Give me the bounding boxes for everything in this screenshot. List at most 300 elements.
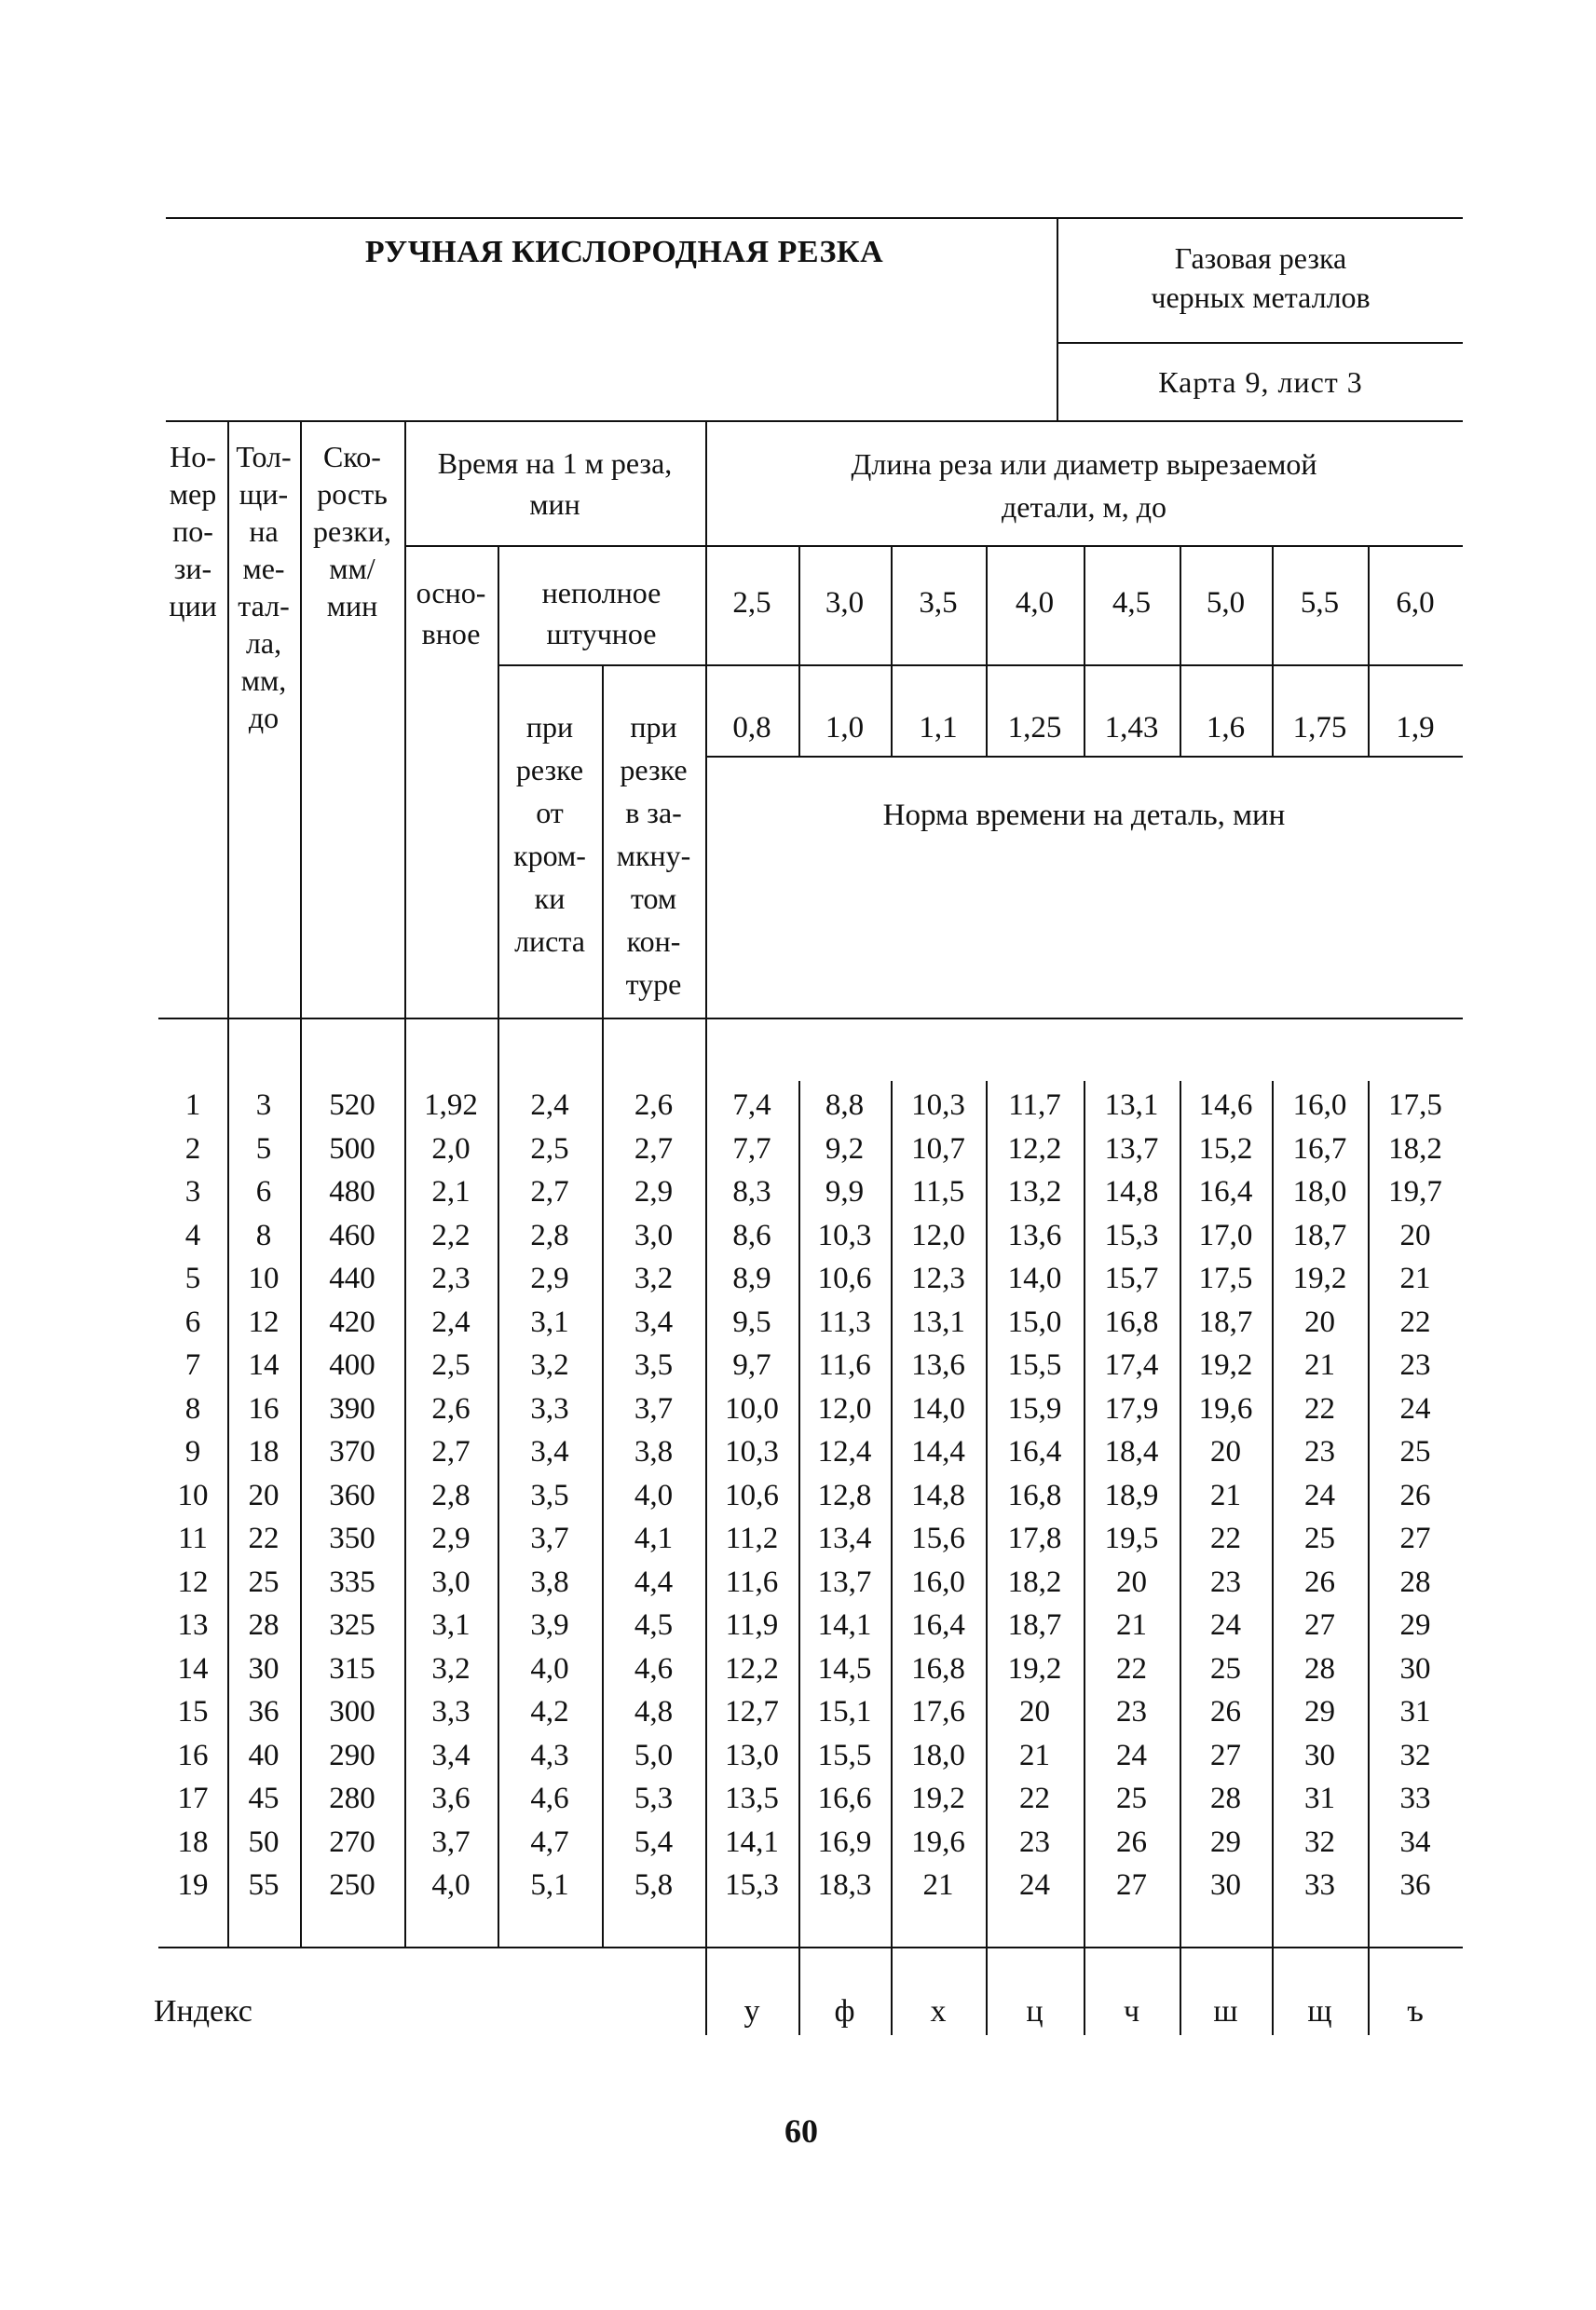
table-cell: 10,6 <box>817 1262 872 1295</box>
table-cell: 11,6 <box>818 1348 871 1382</box>
table-cell: 13,7 <box>1104 1131 1159 1166</box>
table-cell: 27 <box>1399 1522 1431 1555</box>
table-cell: 10,3 <box>725 1435 779 1469</box>
table-cell: 11 <box>178 1522 208 1555</box>
table-cell: 16,7 <box>1292 1131 1347 1166</box>
table-cell: 2,4 <box>431 1305 471 1339</box>
table-row <box>0 1387 1596 1430</box>
table-cell: 22 <box>248 1522 280 1555</box>
table-cell: 19,6 <box>1198 1391 1253 1426</box>
table-cell: 19,2 <box>1007 1651 1062 1686</box>
table-cell: 9 <box>184 1435 201 1469</box>
table-cell: 29 <box>1304 1695 1335 1729</box>
table-cell: 22 <box>1304 1391 1335 1426</box>
table-cell: 9,2 <box>825 1131 865 1166</box>
table-cell: 9,5 <box>732 1305 771 1339</box>
table-cell: 15,3 <box>725 1868 779 1902</box>
table-cell: 12,8 <box>817 1478 872 1512</box>
table-row <box>0 1430 1596 1473</box>
table-cell: 18,7 <box>1292 1218 1347 1252</box>
table-cell: 2,4 <box>530 1088 569 1122</box>
length-value: 4,0 <box>1015 586 1055 620</box>
table-cell: 30 <box>1399 1651 1431 1686</box>
table-cell: 13,7 <box>817 1565 872 1599</box>
table-cell: 24 <box>1019 1868 1050 1902</box>
table-cell: 27 <box>1304 1608 1335 1642</box>
table-cell: 2,0 <box>431 1131 471 1166</box>
table-cell: 21 <box>1399 1262 1431 1295</box>
table-cell: 17,0 <box>1198 1218 1253 1252</box>
table-cell: 4,0 <box>634 1478 674 1512</box>
table-cell: 3,2 <box>431 1651 471 1686</box>
table-row <box>0 1821 1596 1864</box>
table-cell: 2,9 <box>530 1262 569 1295</box>
table-cell: 8,9 <box>732 1262 771 1295</box>
table-cell: 11,5 <box>911 1175 965 1209</box>
header-closed: при резке в за- мкну- том кон- туре <box>616 710 691 1001</box>
table-cell: 23 <box>1399 1348 1431 1382</box>
table-cell: 31 <box>1304 1782 1335 1815</box>
table-cell: 28 <box>1210 1782 1241 1815</box>
table-cell: 18,9 <box>1104 1478 1159 1512</box>
coef-value: 1,0 <box>825 711 865 745</box>
table-cell: 12,2 <box>1007 1131 1062 1166</box>
table-cell: 31 <box>1399 1695 1431 1729</box>
table-cell: 33 <box>1304 1868 1335 1902</box>
table-cell: 28 <box>248 1608 280 1642</box>
table-cell: 16,8 <box>1104 1305 1159 1339</box>
table-cell: 11,9 <box>725 1608 779 1642</box>
table-cell: 16,0 <box>1292 1088 1347 1122</box>
table-cell: 20 <box>248 1478 280 1512</box>
table-cell: 4,0 <box>431 1868 471 1902</box>
grid-row-line <box>705 756 1463 758</box>
table-cell: 19,6 <box>911 1825 965 1859</box>
table-cell: 11,2 <box>725 1522 779 1555</box>
table-row <box>0 1257 1596 1300</box>
table-cell: 13,2 <box>1007 1175 1062 1209</box>
header-thickness: Тол- щи- на ме- тал- ла, мм, до <box>236 440 292 734</box>
table-cell: 25 <box>1304 1522 1335 1555</box>
table-cell: 4,6 <box>634 1651 674 1686</box>
table-cell: 10,3 <box>911 1088 965 1122</box>
table-cell: 28 <box>1399 1565 1431 1599</box>
grid-row-line <box>498 664 1463 666</box>
table-cell: 2,7 <box>634 1131 674 1166</box>
length-value: 5,0 <box>1206 586 1246 620</box>
table-cell: 3,8 <box>530 1565 569 1599</box>
table-cell: 480 <box>329 1175 375 1209</box>
table-cell: 26 <box>1399 1478 1431 1512</box>
table-cell: 8,3 <box>732 1175 771 1209</box>
table-cell: 12 <box>248 1305 280 1339</box>
table-cell: 19,2 <box>1292 1262 1347 1295</box>
table-cell: 45 <box>248 1782 280 1815</box>
table-cell: 1,92 <box>424 1088 478 1122</box>
table-cell: 18 <box>248 1435 280 1469</box>
table-cell: 3,5 <box>530 1478 569 1512</box>
table-cell: 7 <box>184 1348 201 1382</box>
table-cell: 17,4 <box>1104 1348 1159 1382</box>
table-cell: 9,7 <box>732 1348 771 1382</box>
table-cell: 5 <box>255 1131 272 1166</box>
table-cell: 34 <box>1399 1825 1431 1859</box>
table-cell: 16,6 <box>817 1782 872 1815</box>
table-cell: 15,2 <box>1198 1131 1253 1166</box>
table-cell: 14,6 <box>1198 1088 1253 1122</box>
table-cell: 7,7 <box>732 1131 771 1166</box>
table-cell: 2 <box>184 1131 201 1166</box>
table-cell: 24 <box>1304 1478 1335 1512</box>
table-cell: 3,8 <box>634 1435 674 1469</box>
table-cell: 6 <box>184 1305 201 1339</box>
table-cell: 250 <box>329 1868 375 1902</box>
table-cell: 16,4 <box>1007 1435 1062 1469</box>
table-cell: 2,7 <box>530 1175 569 1209</box>
table-cell: 24 <box>1399 1391 1431 1426</box>
table-cell: 18,7 <box>1198 1305 1253 1339</box>
table-cell: 4,8 <box>634 1695 674 1729</box>
table-cell: 26 <box>1304 1565 1335 1599</box>
table-cell: 15 <box>177 1695 209 1729</box>
table-cell: 315 <box>329 1651 375 1686</box>
table-cell: 3,0 <box>634 1218 674 1252</box>
table-cell: 325 <box>329 1608 375 1642</box>
table-cell: 16,4 <box>1198 1175 1253 1209</box>
table-cell: 500 <box>329 1131 375 1166</box>
table-cell: 12,2 <box>725 1651 779 1686</box>
index-letter: у <box>743 1994 760 2029</box>
header-basic: осно- вное <box>416 576 486 650</box>
length-value: 6,0 <box>1396 586 1435 620</box>
table-cell: 3,4 <box>634 1305 674 1339</box>
table-row <box>0 1647 1596 1690</box>
table-cell: 14,0 <box>911 1391 965 1426</box>
table-cell: 15,1 <box>817 1695 872 1729</box>
length-value: 2,5 <box>732 586 771 620</box>
table-cell: 3,2 <box>634 1262 674 1295</box>
table-cell: 3,0 <box>431 1565 471 1599</box>
table-cell: 17,5 <box>1198 1262 1253 1295</box>
table-cell: 3,6 <box>431 1782 471 1815</box>
norm-label: Норма времени на деталь, мин <box>882 799 1286 832</box>
table-cell: 290 <box>329 1738 375 1772</box>
table-cell: 32 <box>1399 1738 1431 1772</box>
table-cell: 21 <box>1304 1348 1335 1382</box>
table-row <box>0 1734 1596 1777</box>
table-cell: 12,7 <box>725 1695 779 1729</box>
table-cell: 3,2 <box>530 1348 569 1382</box>
table-cell: 21 <box>1116 1608 1147 1642</box>
table-cell: 21 <box>1019 1738 1050 1772</box>
table-cell: 12,0 <box>817 1391 872 1426</box>
table-cell: 30 <box>1304 1738 1335 1772</box>
table-cell: 19 <box>177 1868 209 1902</box>
table-cell: 3,4 <box>530 1435 569 1469</box>
table-cell: 18 <box>177 1825 209 1859</box>
table-cell: 15,7 <box>1104 1262 1159 1295</box>
table-cell: 14,5 <box>817 1651 872 1686</box>
table-row <box>0 1864 1596 1907</box>
table-cell: 14,1 <box>817 1608 872 1642</box>
table-cell: 33 <box>1399 1782 1431 1815</box>
grid-row-line <box>404 545 1463 547</box>
header-incomplete: неполное штучное <box>541 576 662 650</box>
header-pos: Но- мер по- зи- ции <box>169 440 217 622</box>
table-row <box>0 1301 1596 1344</box>
table-cell: 5,3 <box>634 1782 674 1815</box>
table-cell: 5,0 <box>634 1738 674 1772</box>
index-letter: щ <box>1307 1994 1332 2029</box>
table-cell: 15,5 <box>817 1738 872 1772</box>
table-cell: 23 <box>1304 1435 1335 1469</box>
table-bottom-rule <box>158 1947 1463 1948</box>
table-cell: 24 <box>1116 1738 1147 1772</box>
table-cell: 3,3 <box>530 1391 569 1426</box>
table-cell: 30 <box>248 1651 280 1686</box>
coef-value: 1,9 <box>1396 711 1435 745</box>
table-cell: 420 <box>329 1305 375 1339</box>
table-row <box>0 1084 1596 1127</box>
table-cell: 4,1 <box>634 1522 674 1555</box>
table-cell: 40 <box>248 1738 280 1772</box>
table-cell: 3 <box>255 1088 272 1122</box>
table-cell: 13 <box>177 1608 209 1642</box>
table-cell: 5 <box>184 1262 201 1295</box>
table-cell: 13,4 <box>817 1522 872 1555</box>
table-row <box>0 1517 1596 1560</box>
table-cell: 13,5 <box>725 1782 779 1815</box>
table-cell: 8 <box>255 1218 272 1252</box>
table-cell: 26 <box>1116 1825 1147 1859</box>
table-cell: 14,8 <box>911 1478 965 1512</box>
table-cell: 14 <box>177 1651 209 1686</box>
length-value: 3,0 <box>825 586 865 620</box>
table-cell: 32 <box>1304 1825 1335 1859</box>
table-row <box>0 1474 1596 1517</box>
table-cell: 21 <box>922 1868 954 1902</box>
index-letter: ч <box>1123 1994 1140 2029</box>
table-cell: 8,8 <box>825 1088 865 1122</box>
table-cell: 18,3 <box>817 1868 872 1902</box>
table-cell: 16,0 <box>911 1565 965 1599</box>
table-cell: 2,6 <box>431 1391 471 1426</box>
table-cell: 22 <box>1210 1522 1241 1555</box>
table-cell: 13,6 <box>1007 1218 1062 1252</box>
table-cell: 12,3 <box>911 1262 965 1295</box>
table-cell: 36 <box>248 1695 280 1729</box>
table-cell: 20 <box>1210 1435 1241 1469</box>
table-cell: 20 <box>1304 1305 1335 1339</box>
table-cell: 2,5 <box>530 1131 569 1166</box>
table-cell: 16,9 <box>817 1825 872 1859</box>
index-label: Индекс <box>154 1994 252 2029</box>
header-edge: при резке от кром- ки листа <box>513 710 586 958</box>
table-cell: 10,0 <box>725 1391 779 1426</box>
coef-value: 1,75 <box>1292 711 1347 745</box>
table-row <box>0 1170 1596 1213</box>
coef-value: 0,8 <box>732 711 771 745</box>
table-row <box>0 1344 1596 1387</box>
length-value: 5,5 <box>1300 586 1340 620</box>
table-cell: 7,4 <box>732 1088 771 1122</box>
table-cell: 30 <box>1210 1868 1241 1902</box>
table-cell: 14 <box>248 1348 280 1382</box>
table-cell: 16,8 <box>911 1651 965 1686</box>
table-row <box>0 1128 1596 1170</box>
table-cell: 2,9 <box>634 1175 674 1209</box>
table-cell: 27 <box>1116 1868 1147 1902</box>
header-time-group: Время на 1 м реза, мин <box>437 446 673 521</box>
table-row <box>0 1777 1596 1820</box>
table-cell: 9,9 <box>825 1175 865 1209</box>
table-cell: 2,1 <box>431 1175 471 1209</box>
table-cell: 3,5 <box>634 1348 674 1382</box>
table-cell: 14,1 <box>725 1825 779 1859</box>
table-cell: 4,0 <box>530 1651 569 1686</box>
table-cell: 270 <box>329 1825 375 1859</box>
table-row <box>0 1214 1596 1257</box>
table-cell: 2,7 <box>431 1435 471 1469</box>
table-cell: 370 <box>329 1435 375 1469</box>
table-cell: 10 <box>248 1262 280 1295</box>
table-cell: 3,3 <box>431 1695 471 1729</box>
table-cell: 2,5 <box>431 1348 471 1382</box>
table-cell: 13,1 <box>1104 1088 1159 1122</box>
table-cell: 6 <box>255 1175 272 1209</box>
table-cell: 3,7 <box>431 1825 471 1859</box>
table-cell: 10 <box>177 1478 209 1512</box>
table-cell: 5,8 <box>634 1868 674 1902</box>
table-cell: 5,1 <box>530 1868 569 1902</box>
table-cell: 3 <box>184 1175 201 1209</box>
table-cell: 2,9 <box>431 1522 471 1555</box>
length-value: 4,5 <box>1112 586 1152 620</box>
table-cell: 400 <box>329 1348 375 1382</box>
table-cell: 11,3 <box>818 1305 871 1339</box>
table-cell: 335 <box>329 1565 375 1599</box>
table-cell: 12,4 <box>817 1435 872 1469</box>
table-cell: 1 <box>184 1088 201 1122</box>
table-cell: 2,3 <box>431 1262 471 1295</box>
table-cell: 280 <box>329 1782 375 1815</box>
table-cell: 23 <box>1210 1565 1241 1599</box>
table-cell: 460 <box>329 1218 375 1252</box>
table-cell: 350 <box>329 1522 375 1555</box>
table-cell: 15,0 <box>1007 1305 1062 1339</box>
table-cell: 10,7 <box>911 1131 965 1166</box>
table-cell: 12,0 <box>911 1218 965 1252</box>
table-cell: 14,8 <box>1104 1175 1159 1209</box>
index-letter: ъ <box>1407 1994 1424 2029</box>
table-cell: 29 <box>1210 1825 1241 1859</box>
table-cell: 13,6 <box>911 1348 965 1382</box>
table-cell: 17,6 <box>911 1695 965 1729</box>
table-cell: 22 <box>1019 1782 1050 1815</box>
table-cell: 17,5 <box>1388 1088 1442 1122</box>
table-cell: 12 <box>177 1565 209 1599</box>
index-letter: ц <box>1026 1994 1044 2029</box>
table-cell: 440 <box>329 1262 375 1295</box>
index-letter: ш <box>1213 1994 1238 2029</box>
table-cell: 10,6 <box>725 1478 779 1512</box>
table-cell: 18,2 <box>1007 1565 1062 1599</box>
table-cell: 29 <box>1399 1608 1431 1642</box>
table-cell: 16,8 <box>1007 1478 1062 1512</box>
page-number: 60 <box>784 2112 818 2150</box>
table-cell: 3,9 <box>530 1608 569 1642</box>
table-cell: 3,4 <box>431 1738 471 1772</box>
table-cell: 17,8 <box>1007 1522 1062 1555</box>
length-value: 3,5 <box>919 586 958 620</box>
table-cell: 19,2 <box>1198 1348 1253 1382</box>
table-cell: 19,2 <box>911 1782 965 1815</box>
table-cell: 27 <box>1210 1738 1241 1772</box>
index-letter: ф <box>834 1994 855 2029</box>
table-cell: 4,7 <box>530 1825 569 1859</box>
table-cell: 2,8 <box>431 1478 471 1512</box>
table-cell: 13,1 <box>911 1305 965 1339</box>
table-cell: 15,9 <box>1007 1391 1062 1426</box>
table-cell: 4,2 <box>530 1695 569 1729</box>
header-length-group: Длина реза или диаметр вырезаемой детали, м, до <box>851 447 1317 524</box>
header-bottom-rule <box>166 420 1463 422</box>
table-cell: 36 <box>1399 1868 1431 1902</box>
table-cell: 24 <box>1210 1608 1241 1642</box>
table-cell: 23 <box>1019 1825 1050 1859</box>
table-cell: 25 <box>1116 1782 1147 1815</box>
section-title-line1: Газовая резка <box>1174 241 1347 275</box>
page-title: РУЧНАЯ КИСЛОРОДНАЯ РЕЗКА <box>364 235 884 269</box>
table-cell: 11,6 <box>725 1565 779 1599</box>
table-cell: 17,9 <box>1104 1391 1159 1426</box>
table-cell: 3,1 <box>431 1608 471 1642</box>
table-row <box>0 1690 1596 1733</box>
table-cell: 16 <box>177 1738 209 1772</box>
coef-value: 1,6 <box>1206 711 1246 745</box>
card-rule <box>1057 342 1463 344</box>
table-cell: 19,5 <box>1104 1522 1159 1555</box>
table-cell: 11,7 <box>1008 1088 1061 1122</box>
table-cell: 3,7 <box>530 1522 569 1555</box>
table-cell: 8 <box>184 1391 201 1426</box>
table-cell: 15,3 <box>1104 1218 1159 1252</box>
header-speed: Ско- рость резки, мм/ мин <box>313 440 391 622</box>
table-cell: 13,0 <box>725 1738 779 1772</box>
table-cell: 25 <box>1210 1651 1241 1686</box>
coef-value: 1,25 <box>1007 711 1062 745</box>
table-cell: 20 <box>1116 1565 1147 1599</box>
table-cell: 28 <box>1304 1651 1335 1686</box>
table-cell: 15,6 <box>911 1522 965 1555</box>
table-cell: 3,1 <box>530 1305 569 1339</box>
table-cell: 25 <box>248 1565 280 1599</box>
table-cell: 300 <box>329 1695 375 1729</box>
table-cell: 22 <box>1399 1305 1431 1339</box>
table-cell: 20 <box>1399 1218 1431 1252</box>
coef-value: 1,1 <box>919 711 958 745</box>
table-row <box>0 1604 1596 1647</box>
table-cell: 55 <box>248 1868 280 1902</box>
table-cell: 4,5 <box>634 1608 674 1642</box>
table-cell: 18,0 <box>1292 1175 1347 1209</box>
table-cell: 18,0 <box>911 1738 965 1772</box>
table-cell: 520 <box>329 1088 375 1122</box>
table-cell: 4,6 <box>530 1782 569 1815</box>
table-cell: 4 <box>184 1218 201 1252</box>
card-label: Карта 9, лист 3 <box>1158 365 1363 399</box>
table-cell: 360 <box>329 1478 375 1512</box>
